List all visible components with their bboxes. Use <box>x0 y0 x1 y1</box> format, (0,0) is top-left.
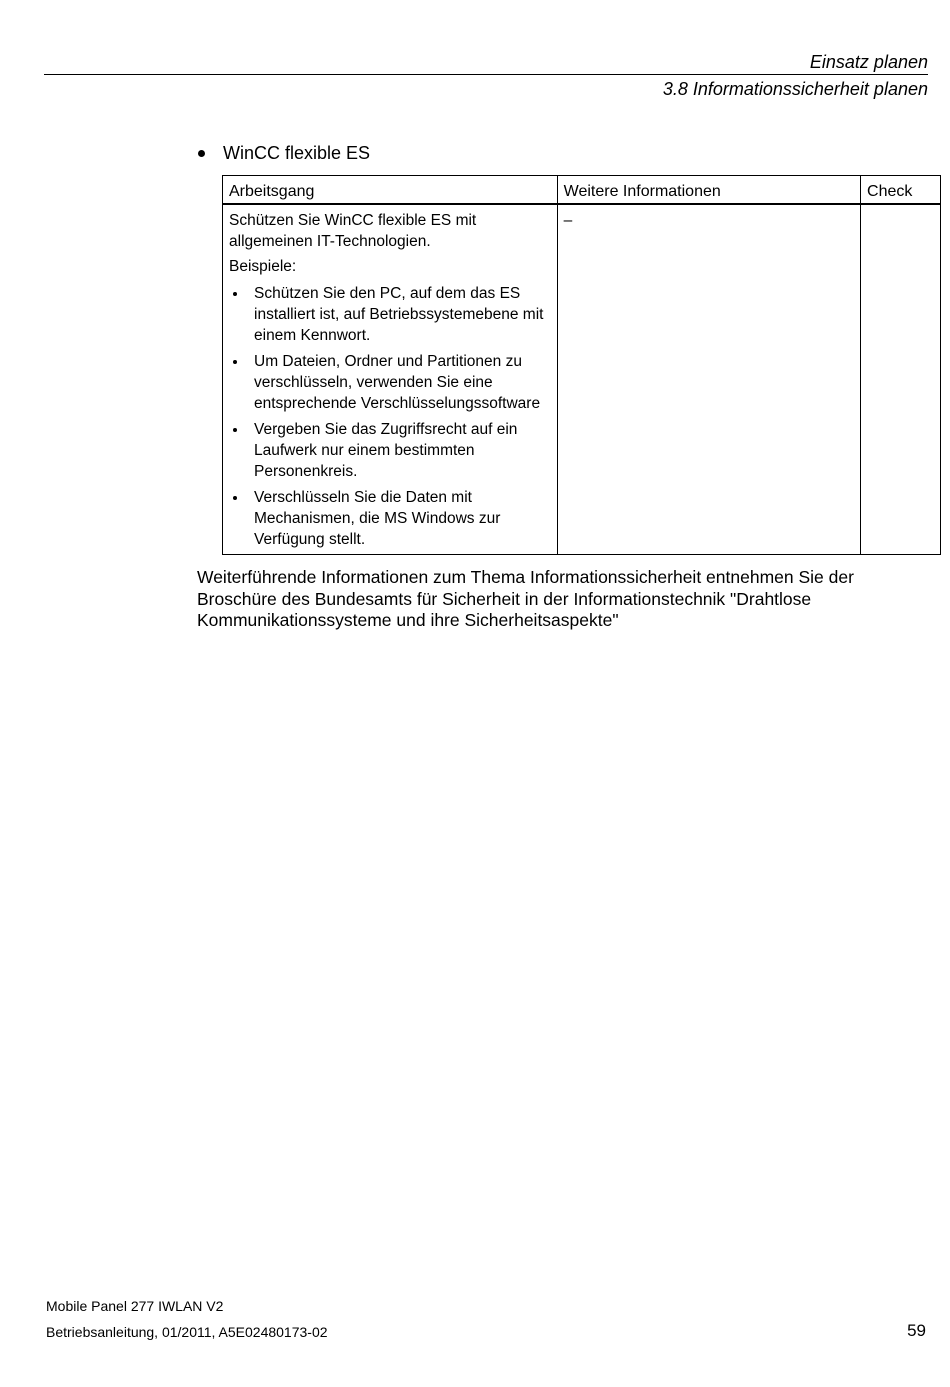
chapter-title: Einsatz planen <box>809 52 928 72</box>
list-item-text: Vergeben Sie das Zugriffsrecht auf ein Laufwerk nur einem bestimmten Personenkreis. <box>254 420 518 480</box>
list-item <box>229 351 551 414</box>
section-title: 3.8 Informationssicherheit planen <box>662 79 928 99</box>
section-heading <box>196 143 370 164</box>
section-heading-text: WinCC flexible ES <box>223 143 371 163</box>
bullet-icon <box>233 360 237 364</box>
column-header-arbeitsgang: Arbeitsgang <box>223 176 558 204</box>
info-cell: – <box>557 204 860 555</box>
check-cell <box>861 204 941 555</box>
checklist-table <box>222 175 941 555</box>
examples-label: Beispiele: <box>229 257 297 275</box>
list-item-text: Um Dateien, Ordner und Partitionen zu verschlüsseln, verwenden Sie eine entsprechende Verschlüsselungssoftware <box>254 352 541 412</box>
bullet-icon <box>233 496 237 500</box>
table-header-row <box>223 176 941 204</box>
list-item-text: Verschlüsseln Sie die Daten mit Mechanismen, die MS Windows zur Verfügung stellt. <box>254 488 501 548</box>
bullet-icon <box>233 292 237 296</box>
examples-list <box>229 283 551 550</box>
column-header-informationen: Weitere Informationen <box>557 176 860 204</box>
footer-product: Mobile Panel 277 IWLAN V2 <box>46 1298 224 1314</box>
list-item <box>229 487 551 550</box>
bullet-icon <box>198 150 205 157</box>
table-row <box>223 204 941 555</box>
header-rule <box>44 74 928 75</box>
bullet-icon <box>233 428 237 432</box>
reference-paragraph: Weiterführende Informationen zum Thema Informationssicherheit entnehmen Sie der Broschüre des Bundesamts für Sicherheit in der Informationstechnik "Drahtlose Kommunikationssysteme und ihre Sicherheitsaspekte" <box>197 567 854 630</box>
column-header-check: Check <box>861 176 941 204</box>
list-item-text: Schützen Sie den PC, auf dem das ES installiert ist, auf Betriebssystemebene mit einem Kennwort. <box>254 284 544 344</box>
list-item <box>229 283 551 346</box>
task-cell <box>223 204 558 555</box>
footer-document: Betriebsanleitung, 01/2011, A5E02480173-02 <box>46 1324 328 1340</box>
task-intro: Schützen Sie WinCC flexible ES mit allgemeinen IT-Technologien. <box>229 211 477 250</box>
page-number: 59 <box>907 1321 926 1340</box>
list-item <box>229 419 551 482</box>
